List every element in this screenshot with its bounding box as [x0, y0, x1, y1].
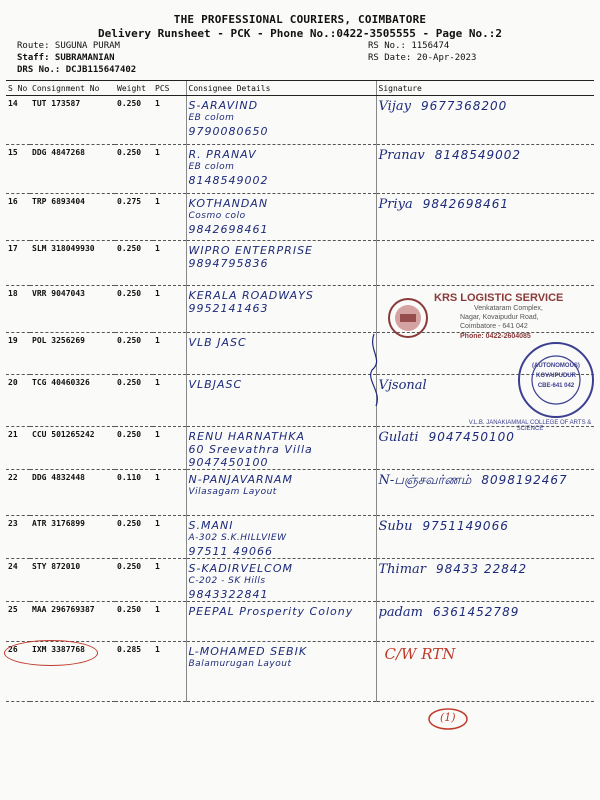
bracket-mark	[366, 330, 396, 410]
row-signature	[376, 427, 594, 470]
row-sno: 16	[6, 194, 30, 241]
row-consignee-details	[186, 333, 376, 375]
consignee-line: RENU HARNATHKA	[188, 430, 305, 443]
highlight-oval	[4, 640, 98, 666]
signature-text: padam	[378, 605, 423, 620]
consignee-line: S.MANI	[188, 519, 234, 532]
row-signature	[376, 559, 594, 602]
row-weight: 0.250	[115, 516, 153, 559]
krs-addr1: Venkataram Complex,	[474, 305, 543, 312]
row-consignee-details	[186, 559, 376, 602]
row-consignee-details	[186, 470, 376, 516]
row-consignment-no: ATR 3176899	[30, 516, 115, 559]
consignee-line: 9843322841	[188, 588, 269, 601]
row-sno: 19	[6, 333, 30, 375]
rs-date: RS Date: 20-Apr-2023	[368, 53, 477, 63]
consignee-line: VLB JASC	[188, 336, 247, 349]
consignee-line: C-202 - SK Hills	[188, 576, 266, 586]
col-weight: Weight	[115, 81, 153, 96]
row-pcs: 1	[153, 333, 186, 375]
consignee-line: S-ARAVIND	[188, 99, 259, 112]
row-weight: 0.250	[115, 241, 153, 286]
table-row	[6, 145, 594, 194]
footer-mark: (1)	[440, 711, 456, 724]
row-consignee-details	[186, 516, 376, 559]
krs-name: KRS LOGISTIC SERVICE	[434, 292, 564, 304]
consignee-line: EB colom	[188, 162, 235, 172]
row-signature	[376, 642, 594, 702]
row-weight: 0.250	[115, 375, 153, 427]
table-row	[6, 96, 594, 145]
consignee-line: S-KADIRVELCOM	[188, 562, 293, 575]
seal-ring-text: V.L.B. JANAKIAMMAL COLLEGE OF ARTS & SCIENCE	[468, 420, 592, 432]
table-row	[6, 602, 594, 642]
signature-text: Vijay	[378, 99, 411, 114]
table-row	[6, 516, 594, 559]
signature-phone: 9751149066	[422, 519, 509, 533]
row-consignment-no: VRR 9047043	[30, 286, 115, 333]
table-row	[6, 241, 594, 286]
row-consignee-details	[186, 145, 376, 194]
row-pcs: 1	[153, 286, 186, 333]
row-pcs: 1	[153, 516, 186, 559]
row-consignment-no: SLM 318049930	[30, 241, 115, 286]
row-sno: 18	[6, 286, 30, 333]
krs-phone: Phone: 0422-2604085	[460, 333, 531, 340]
route-label: Route: SUGUNA PURAM	[17, 41, 120, 51]
consignee-line: VLBJASC	[188, 378, 243, 391]
row-pcs: 1	[153, 427, 186, 470]
row-sno: 26	[6, 642, 30, 702]
row-consignee-details	[186, 642, 376, 702]
row-signature	[376, 516, 594, 559]
consignee-line: 9894795836	[188, 257, 269, 270]
consignee-line: 9842698461	[188, 223, 269, 236]
row-consignee-details	[186, 375, 376, 427]
signature-text: Subu	[378, 519, 413, 534]
row-consignment-no: MAA 296769387	[30, 602, 115, 642]
row-signature	[376, 602, 594, 642]
row-pcs: 1	[153, 642, 186, 702]
signature-text: Thimar	[378, 562, 426, 577]
row-sno: 17	[6, 241, 30, 286]
row-pcs: 1	[153, 145, 186, 194]
row-pcs: 1	[153, 194, 186, 241]
row-sno: 25	[6, 602, 30, 642]
signature-text: N-பஞ்சவர்ணம்	[378, 473, 472, 488]
row-weight: 0.250	[115, 602, 153, 642]
krs-addr3: Coimbatore - 641 042	[460, 323, 528, 330]
signature-text: Priya	[378, 197, 413, 212]
table-row	[6, 427, 594, 470]
college-seal	[516, 340, 596, 420]
consignee-line: KERALA ROADWAYS	[188, 289, 314, 302]
consignee-line: 60 Sreevathra Villa	[188, 443, 313, 456]
consignee-line: 9790080650	[188, 125, 269, 138]
row-signature	[376, 96, 594, 145]
signature-phone: 9677368200	[420, 99, 508, 113]
seal-line1: (AUTONOMOUS)	[532, 363, 580, 369]
signature-text: Gulati	[378, 430, 419, 445]
consignee-line: A-302 S.K.HILLVIEW	[188, 533, 287, 543]
row-consignee-details	[186, 96, 376, 145]
table-header-row	[6, 81, 594, 96]
row-sno: 14	[6, 96, 30, 145]
row-consignment-no: TCG 40460326	[30, 375, 115, 427]
seal-line2: KOVAIPUDUR	[536, 373, 576, 379]
row-pcs: 1	[153, 375, 186, 427]
row-weight: 0.250	[115, 559, 153, 602]
row-signature	[376, 241, 594, 286]
row-weight: 0.285	[115, 642, 153, 702]
consignee-line: WIPRO ENTERPRISE	[188, 244, 313, 257]
consignee-line: Balamurugan Layout	[188, 659, 292, 669]
staff-label: Staff: SUBRAMANIAN	[17, 53, 115, 63]
row-signature	[376, 145, 594, 194]
row-weight: 0.250	[115, 427, 153, 470]
seal-line3: CBE-641 042	[537, 383, 575, 389]
row-consignment-no: STY 872010	[30, 559, 115, 602]
col-signature: Signature	[376, 81, 594, 96]
row-sno: 24	[6, 559, 30, 602]
col-sno: S No	[6, 81, 30, 96]
consignee-line: 97511 49066	[188, 545, 273, 558]
row-sno: 20	[6, 375, 30, 427]
consignee-line: PEEPAL Prosperity Colony	[188, 605, 354, 618]
signature-phone: 9842698461	[422, 197, 510, 211]
row-consignee-details	[186, 241, 376, 286]
row-consignee-details	[186, 427, 376, 470]
drs-number: DRS No.: DCJB115647402	[17, 65, 137, 75]
krs-addr2: Nagar, Kovaipudur Road,	[460, 314, 539, 321]
row-consignee-details	[186, 602, 376, 642]
row-sno: 21	[6, 427, 30, 470]
row-sno: 23	[6, 516, 30, 559]
company-title: THE PROFESSIONAL COURIERS, COIMBATORE	[173, 13, 427, 26]
table-row	[6, 375, 594, 427]
row-sno: 15	[6, 145, 30, 194]
table-row	[6, 559, 594, 602]
signature-text: Vjsonal	[378, 378, 427, 393]
runsheet-subtitle: Delivery Runsheet - PCK - Phone No.:0422-3505555 - Page No.:2	[98, 27, 502, 40]
consignee-line: 8148549002	[188, 174, 269, 187]
row-consignment-no: DDG 4832448	[30, 470, 115, 516]
signature-phone: 6361452789	[432, 605, 520, 619]
table-row	[6, 194, 594, 241]
runsheet-table	[6, 80, 594, 702]
consignee-line: L-MOHAMED SEBIK	[188, 645, 308, 658]
row-weight: 0.250	[115, 96, 153, 145]
row-weight: 0.250	[115, 333, 153, 375]
row-consignment-no: CCU 501265242	[30, 427, 115, 470]
row-consignment-no: IXM 3387768	[30, 642, 115, 702]
row-weight: 0.275	[115, 194, 153, 241]
row-consignee-details	[186, 286, 376, 333]
row-pcs: 1	[153, 96, 186, 145]
consignee-line: 9047450100	[188, 456, 269, 469]
row-weight: 0.250	[115, 145, 153, 194]
consignee-line: Vilasagam Layout	[188, 487, 277, 497]
row-consignee-details	[186, 194, 376, 241]
col-consignment: Consignment No	[30, 81, 115, 96]
row-pcs: 1	[153, 241, 186, 286]
row-consignment-no: POL 3256269	[30, 333, 115, 375]
signature-phone: 8148549002	[434, 148, 522, 162]
consignee-line: 9952141463	[188, 302, 269, 315]
signature-text: Pranav	[378, 148, 425, 163]
row-consignment-no: TUT 173587	[30, 96, 115, 145]
col-pcs: PCS	[153, 81, 186, 96]
row-signature	[376, 470, 594, 516]
row-pcs: 1	[153, 602, 186, 642]
consignee-line: N-PANJAVARNAM	[188, 473, 293, 486]
rs-number: RS No.: 1156474	[368, 41, 450, 51]
row-pcs: 1	[153, 559, 186, 602]
table-row	[6, 470, 594, 516]
row-consignment-no: TRP 6893404	[30, 194, 115, 241]
signature-phone: 98433 22842	[436, 562, 528, 576]
signature-phone: 9047450100	[428, 430, 515, 444]
consignee-line: R. PRANAV	[188, 148, 257, 161]
row-signature	[376, 194, 594, 241]
col-consignee: Consignee Details	[186, 81, 376, 96]
consignee-line: KOTHANDAN	[188, 197, 269, 210]
row-sno: 22	[6, 470, 30, 516]
signature-phone: 8098192467	[481, 473, 568, 487]
seal-ring-icon	[516, 340, 596, 420]
row-pcs: 1	[153, 470, 186, 516]
consignee-line: EB colom	[188, 113, 235, 123]
consignee-line: Cosmo colo	[188, 211, 246, 221]
signature-text: C/W RTN	[384, 645, 456, 663]
row-consignment-no: DDG 4847268	[30, 145, 115, 194]
row-weight: 0.250	[115, 286, 153, 333]
row-weight: 0.110	[115, 470, 153, 516]
